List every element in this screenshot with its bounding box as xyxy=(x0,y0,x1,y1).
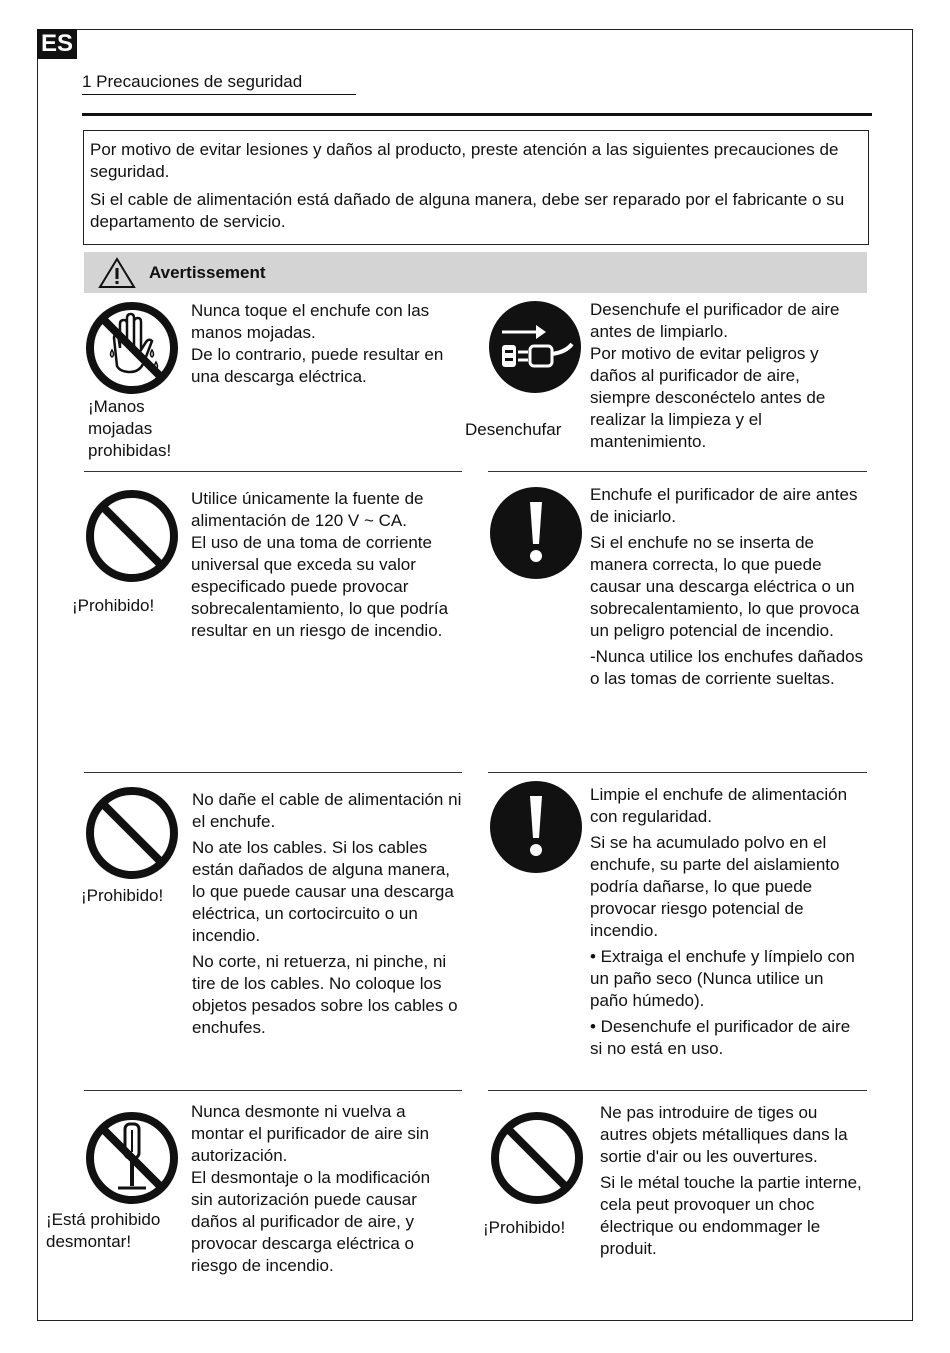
precaution-paragraph: • Desenchufe el purificador de aire si no está en uso. xyxy=(590,1017,851,1058)
prohibited-icon xyxy=(489,1110,585,1206)
icon-caption: ¡Prohibido! xyxy=(483,1218,566,1237)
precaution-paragraph: Nunca toque el enchufe con las manos mojadas. xyxy=(191,301,430,342)
precaution-paragraph: De lo contrario, puede resultar en una descarga eléctrica. xyxy=(191,345,444,386)
icon-caption: ¡Está prohibido desmontar! xyxy=(46,1210,161,1251)
no-wet-hands-icon xyxy=(84,300,180,396)
row-divider xyxy=(488,772,867,773)
precaution-paragraph: Si le métal touche la partie interne, cela peut provoquer un choc électrique ou endommager le produit. xyxy=(600,1173,862,1258)
icon-caption: ¡Manos mojadas prohibidas! xyxy=(88,397,172,460)
icon-caption: ¡Prohibido! xyxy=(72,596,155,615)
precaution-paragraph: -Nunca utilice los enchufes dañados o las tomas de corriente sueltas. xyxy=(590,647,864,688)
warning-label: Avertissement xyxy=(149,263,266,282)
precaution-paragraph: Nunca desmonte ni vuelva a montar el purificador de aire sin autorización. xyxy=(191,1102,430,1165)
precaution-text xyxy=(590,784,865,1064)
precaution-text xyxy=(191,300,456,388)
precaution-paragraph: Si se ha acumulado polvo en el enchufe, su parte del aislamiento podría dañarse, lo que puede provocar riesgo potencial de incendio. xyxy=(590,833,840,940)
mandatory-exclamation-icon xyxy=(489,780,583,874)
precaution-text xyxy=(191,1101,456,1277)
language-badge: ES xyxy=(37,29,77,59)
precaution-paragraph: • Extraiga el enchufe y límpielo con un paño seco (Nunca utilice un paño húmedo). xyxy=(590,947,855,1010)
icon-caption: Desenchufar xyxy=(465,420,562,439)
precaution-paragraph: Por motivo de evitar peligros y daños al purificador de aire, siempre desconéctelo antes de realizar la limpieza y el mantenimiento. xyxy=(590,344,826,451)
no-disassembly-icon xyxy=(84,1110,180,1206)
unplug-icon xyxy=(488,300,582,394)
warning-bar xyxy=(84,252,867,293)
row-divider xyxy=(84,772,462,773)
precaution-paragraph: Si el enchufe no se inserta de manera correcta, lo que puede causar una descarga eléctrica o un sobrecalentamiento, lo que provoca un peligro potencial de incendio. xyxy=(590,533,860,640)
precaution-paragraph: El desmontaje o la modificación sin autorización puede causar daños al purificador de aire, y provocar descarga eléctrica o riesgo de incendio. xyxy=(191,1168,431,1275)
intro-paragraph: Si el cable de alimentación está dañado de alguna manera, debe ser reparado por el fabricante o su departamento de servicio. xyxy=(90,190,845,231)
section-title: 1 Precauciones de seguridad xyxy=(82,72,356,95)
precaution-paragraph: Ne pas introduire de tiges ou autres objets métalliques dans la sortie d'air ou les ouvertures. xyxy=(600,1103,848,1166)
precaution-paragraph: El uso de una toma de corriente universal que exceda su valor especificado puede provocar sobrecalentamiento, lo que podría resultar en un riesgo de incendio. xyxy=(191,533,449,640)
warning-triangle-icon xyxy=(98,257,136,289)
row-divider xyxy=(84,471,462,472)
precaution-paragraph: Limpie el enchufe de alimentación con regularidad. xyxy=(590,785,848,826)
precaution-paragraph: No ate los cables. Si los cables están dañados de alguna manera, lo que puede causar una descarga eléctrica, un cortocircuito o un incendio. xyxy=(192,838,454,945)
precaution-text xyxy=(600,1102,865,1264)
precaution-paragraph: Enchufe el purificador de aire antes de iniciarlo. xyxy=(590,485,858,526)
precaution-text xyxy=(192,789,467,1043)
row-divider xyxy=(488,1090,867,1091)
divider xyxy=(82,113,872,116)
precaution-text xyxy=(590,299,860,453)
intro-box xyxy=(83,130,869,245)
precaution-paragraph: Utilice únicamente la fuente de alimentación de 120 V ~ CA. xyxy=(191,489,424,530)
icon-caption: ¡Prohibido! xyxy=(81,886,164,905)
precaution-paragraph: Desenchufe el purificador de aire antes de limpiarlo. xyxy=(590,300,840,341)
prohibited-icon xyxy=(84,488,180,584)
intro-paragraph: Por motivo de evitar lesiones y daños al producto, preste atención a las siguientes precauciones de seguridad. xyxy=(90,140,839,181)
precaution-paragraph: No corte, ni retuerza, ni pinche, ni tire de los cables. No coloque los objetos pesados sobre los cables o enchufes. xyxy=(192,952,458,1037)
mandatory-exclamation-icon xyxy=(489,486,583,580)
row-divider xyxy=(84,1090,462,1091)
precaution-text xyxy=(191,488,456,642)
precaution-text xyxy=(590,484,865,694)
precaution-paragraph: No dañe el cable de alimentación ni el enchufe. xyxy=(192,790,462,831)
prohibited-icon xyxy=(84,785,180,881)
row-divider xyxy=(488,471,867,472)
